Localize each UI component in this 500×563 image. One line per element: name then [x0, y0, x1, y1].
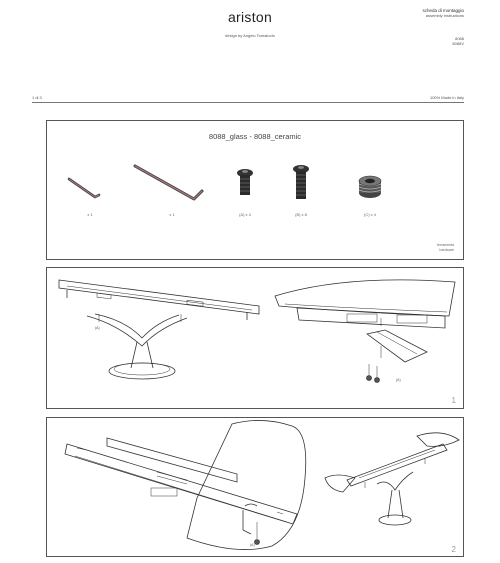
hardware-footer-en: hardware: [439, 248, 454, 252]
threaded-insert-qty: (C) x 4: [364, 212, 376, 217]
short-hex-key-qty: x 1: [87, 212, 93, 217]
product-code: 8088: [455, 36, 464, 41]
hardware-footer-it: ferramenta: [437, 243, 454, 247]
long-bolt-qty: (B) x 8: [295, 212, 307, 217]
short-bolt-qty: (A) x 4: [239, 212, 251, 217]
step-2-assembly-illustration: [47, 418, 464, 557]
step-1-callout-a-left: [93, 323, 113, 333]
sheet-subtitle: assembly instructions: [425, 13, 464, 18]
header-divider: [32, 102, 464, 103]
step-1-callout-a-left-label: (A): [95, 326, 100, 330]
product-code-variant: 8088V: [452, 41, 464, 46]
step-number: 1: [451, 396, 456, 405]
long-bolt-icon: [289, 163, 313, 203]
made-in-label: 100% Made in Italy: [429, 95, 464, 100]
step-number: 2: [451, 545, 456, 554]
hardware-panel: [46, 120, 464, 260]
step-1-callout-a-right: [394, 375, 414, 385]
page-number: 1 di 3: [32, 95, 42, 100]
designer-credit: design by Angelo Tomaiuolo: [225, 33, 275, 38]
hardware-title: 8088_glass - 8088_ceramic: [208, 132, 302, 141]
short-hex-key-icon: [65, 171, 105, 211]
long-hex-key-qty: x 1: [169, 212, 175, 217]
long-hex-key-icon: [132, 161, 212, 201]
sheet-title: scheda di montaggio: [422, 8, 464, 13]
step-2-callout-a: [248, 540, 268, 550]
step-1-frame-illustration: [47, 268, 464, 409]
step-1-callout-a-right-label: (A): [396, 378, 401, 382]
short-bolt-icon: [233, 167, 257, 207]
brand-logo: ariston: [227, 9, 273, 25]
step-2-panel: [46, 417, 464, 557]
threaded-insert-icon: [355, 173, 385, 203]
step-1-panel: [46, 267, 464, 409]
step-2-callout-a-label: (A): [250, 543, 255, 547]
